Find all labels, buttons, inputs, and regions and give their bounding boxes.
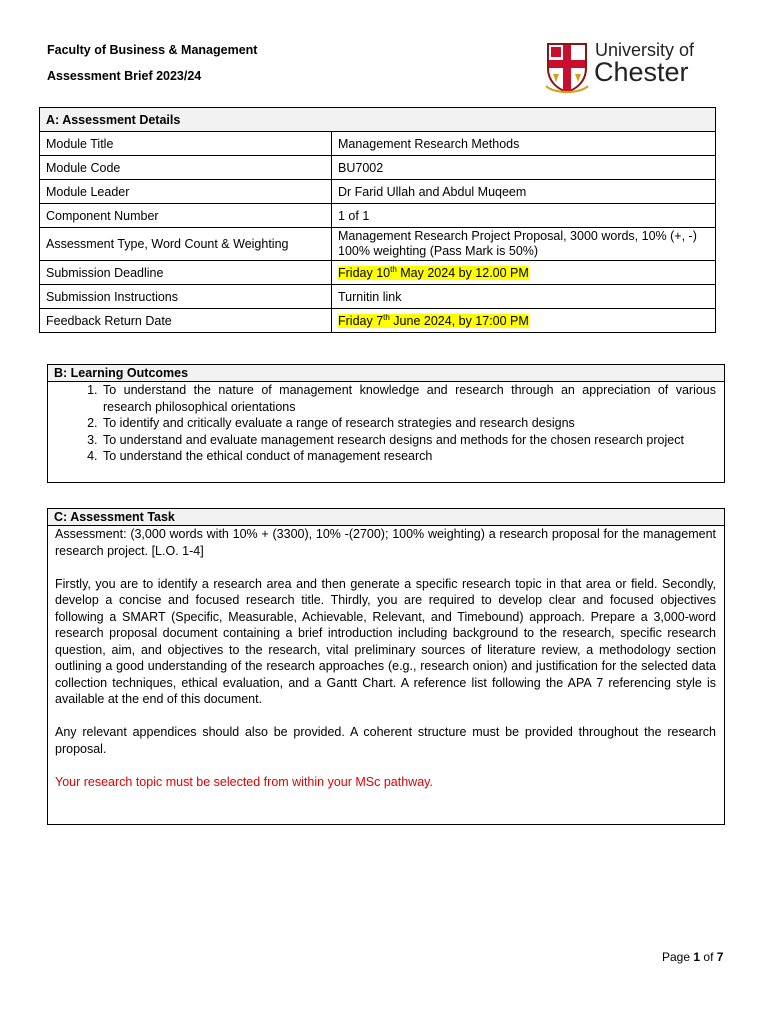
- page-current: 1: [693, 950, 701, 964]
- list-item: 1. To understand the nature of management knowledge and research through an appreciation of various research philosophical orientations: [101, 382, 716, 415]
- row-label: Submission Deadline: [40, 261, 332, 285]
- list-item: 2. To identify and critically evaluate a range of research strategies and research designs: [101, 415, 716, 432]
- page-of: of: [703, 950, 714, 964]
- row-label: Assessment Type, Word Count & Weighting: [40, 228, 332, 261]
- row-label: Feedback Return Date: [40, 309, 332, 333]
- row-label: Submission Instructions: [40, 285, 332, 309]
- submission-deadline-value: [332, 261, 716, 285]
- learning-outcomes-list: [48, 382, 724, 465]
- row-value: Turnitin link: [332, 285, 716, 309]
- university-logo: [544, 40, 704, 94]
- page-total: 7: [716, 950, 724, 964]
- table-row: [40, 204, 716, 228]
- crest-icon: [544, 42, 590, 94]
- row-value: Dr Farid Ullah and Abdul Muqeem: [332, 180, 716, 204]
- row-label: Component Number: [40, 204, 332, 228]
- row-value: Management Research Methods: [332, 132, 716, 156]
- task-paragraph: Assessment: (3,000 words with 10% + (3300), 10% -(2700); 100% weighting) a research proposal for the management research project. [L.O. 1-4]: [55, 527, 716, 558]
- learning-outcomes-box: [47, 364, 725, 483]
- table-row: [40, 261, 716, 285]
- task-paragraph: Any relevant appendices should also be provided. A coherent structure must be provided throughout the research proposal.: [55, 725, 716, 756]
- date-text: May 2024 by 12.00 PM: [396, 266, 529, 281]
- topic-requirement-note: Your research topic must be selected from within your MSc pathway.: [55, 774, 433, 789]
- list-item: 4. To understand the ethical conduct of management research: [101, 448, 716, 465]
- task-paragraph: Firstly, you are to identify a research area and then generate a specific research topic in that area or field. Secondly, develop a concise and focused research title. Thirdly, you are required to develop clear and focused objectives following a SMART (Specific, Measurable, Achievable, Relevant, and Timebound) approach. Prepare a 3,000-word research proposal document containing a brief introduction including background to the research, specific research question, aim, and objectives to the research, vital preliminary sources of literature review, a methodology section outlining a good understanding of the research approaches (e.g., research onion) and justification for the selected data collection techniques, ethical evaluation, and a Gantt Chart. A reference list following the APA 7 referencing style is available at the end of this document.: [55, 576, 716, 706]
- date-text: Friday 10: [338, 266, 391, 281]
- brief-heading: Assessment Brief 2023/24: [47, 69, 202, 83]
- feedback-return-value: [332, 309, 716, 333]
- date-suffix: th: [383, 312, 390, 322]
- table-row: [40, 309, 716, 333]
- logo-line-university: University of: [595, 40, 695, 60]
- date-text: Friday 7: [338, 314, 384, 329]
- section-a-title: A: Assessment Details: [40, 108, 716, 132]
- date-suffix: th: [390, 264, 397, 274]
- table-row: [40, 156, 716, 180]
- section-b-title: B: Learning Outcomes: [48, 365, 724, 382]
- row-label: Module Leader: [40, 180, 332, 204]
- table-row: [40, 132, 716, 156]
- row-value: 1 of 1: [332, 204, 716, 228]
- table-row: [40, 228, 716, 261]
- row-value: BU7002: [332, 156, 716, 180]
- page-number: [662, 950, 723, 964]
- table-row: [40, 180, 716, 204]
- assessment-details-table: [39, 107, 716, 333]
- row-label: Module Title: [40, 132, 332, 156]
- logo-line-chester: Chester: [594, 57, 689, 87]
- list-item: 3. To understand and evaluate management research designs and methods for the chosen research project: [101, 432, 716, 449]
- row-value: Management Research Project Proposal, 3000 words, 10% (+, -) 100% weighting (Pass Mark is 50%): [332, 228, 716, 261]
- highlighted-date: [338, 266, 529, 280]
- page-label: Page: [662, 950, 691, 964]
- table-row: [40, 285, 716, 309]
- section-c-title: C: Assessment Task: [48, 509, 724, 526]
- row-label: Module Code: [40, 156, 332, 180]
- assessment-task-box: [47, 508, 725, 825]
- date-text: June 2024, by 17:00 PM: [389, 314, 529, 329]
- faculty-heading: Faculty of Business & Management: [47, 43, 258, 57]
- highlighted-date: [338, 314, 529, 328]
